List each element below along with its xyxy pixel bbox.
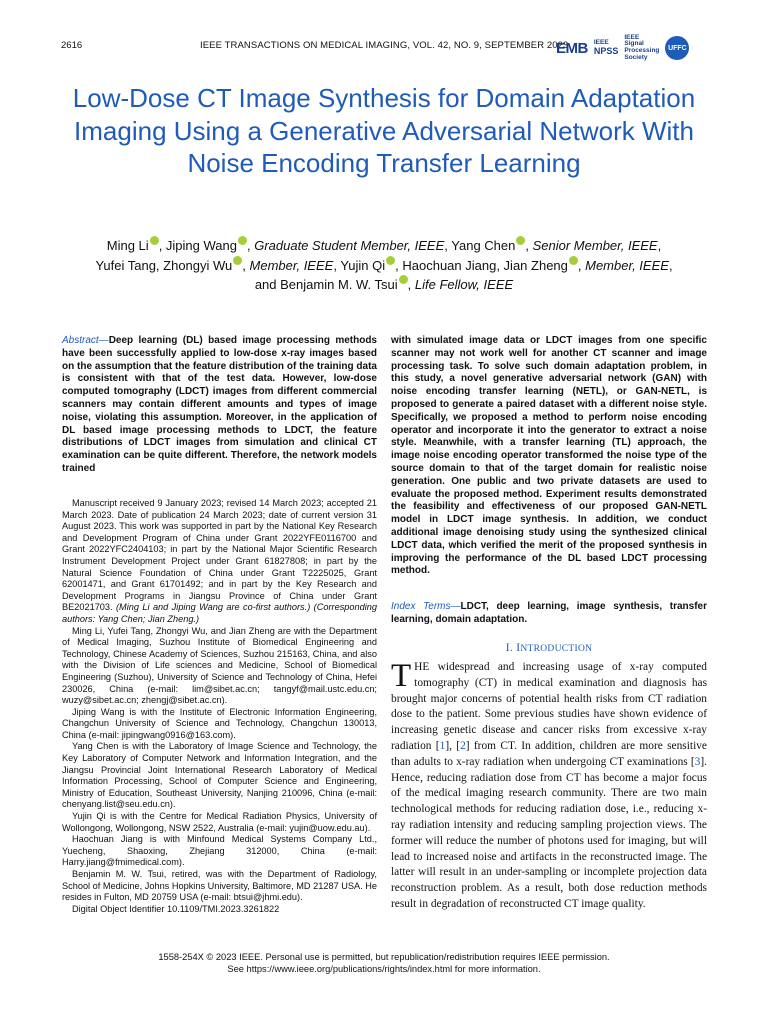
footnote-block bbox=[62, 498, 377, 915]
footnote-affiliation: Benjamin M. W. Tsui, retired, was with the Department of Radiology, School of Medicine, Johns Hopkins University, Baltimore, MD 21287 USA. He resides in Fulton, MD 20759 USA (e-mail: btsui@jhmi.edu). bbox=[62, 869, 377, 903]
abstract-right: with simulated image data or LDCT images from one specific scanner may not work well for another CT scanner and image processing task. To solve such domain adaptation problem, in this study, a novel generative adversarial network (GAN) with noise encoding transfer learning (NETL), or GAN-NETL, is proposed to generate a paired dataset with a different noise style. Specifically, we proposed a method to perform noise encoding operator and incorporate it into the generator to extract a noise style. Meanwhile, with a transfer learning (TL) approach, the image noise encoding operator transformed the noise type of the source domain to that of the target domain for realistic noise generation. One public and two private datasets are used to evaluate the proposed method. Experiment results demonstrated the feasibility and effectiveness of our proposed GAN-NETL model in LDCT image synthesis. In addition, we conduct additional image denoising study using the synthesized clinical LDCT data, which verified the merit of the proposed synthesis in improving the performance of the DL based LDCT processing method. bbox=[391, 335, 707, 577]
index-terms bbox=[391, 601, 707, 627]
abstract-text-left: Deep learning (DL) based image processing methods have been successfully applied to low-dose x-ray images based on the assumption that the feature distribution of the training data is consistent with that of the test data. However, low-dose computed tomography (LDCT) images from different commercial scanners may contain different amounts and types of image noise, violating this assumption. Moreover, in the application of DL based image processing methods to LDCT, the feature distributions of LDCT images from simulation and clinical CT examination can be quite different. Therefore, the network models trained bbox=[62, 335, 377, 474]
emb-logo: EMB bbox=[556, 39, 588, 57]
author-role: Senior Member, IEEE bbox=[532, 238, 658, 253]
orcid-icon[interactable] bbox=[516, 236, 525, 245]
abstract-label: Abstract— bbox=[62, 335, 109, 346]
author-name: Yufei Tang, Zhongyi Wu bbox=[95, 257, 233, 273]
author-role: Member, IEEE bbox=[585, 257, 669, 273]
author-role: Graduate Student Member, IEEE bbox=[254, 238, 445, 253]
section-heading: I. INTRODUCTION bbox=[505, 642, 593, 654]
page-number: 2616 bbox=[61, 40, 83, 51]
author-role: Member, IEEE bbox=[249, 257, 334, 273]
orcid-icon[interactable] bbox=[569, 256, 578, 265]
orcid-icon[interactable] bbox=[233, 256, 242, 265]
footnote-affiliation: Ming Li, Yufei Tang, Zhongyi Wu, and Jian Zheng are with the Department of Medical Imaging, Suzhou Institute of Biomedical Engineering and Technology, Chinese Academy of Sciences, Suzhou 215163, China, and also with the Division of Life sciences and Medicine, School of Biomedical Engineering (Suzhou), University of Science and Technology of China, Hefei 230026, China (e-mail: lim@sibet.ac.cn; tangyf@mail.ustc.edu.cn; wuzy@sibet.ac.cn; zhengj@sibet.ac.cn). bbox=[62, 625, 377, 706]
index-terms-label: Index Terms— bbox=[391, 601, 461, 612]
author-role: Life Fellow, IEEE bbox=[414, 277, 514, 292]
uffc-logo: UFFC bbox=[665, 36, 689, 60]
journal-header: IEEE TRANSACTIONS ON MEDICAL IMAGING, VOL. 42, NO. 9, SEPTEMBER 2023 bbox=[200, 40, 569, 51]
author-name: Ming Li bbox=[106, 238, 149, 253]
copyright-line: 1558-254X © 2023 IEEE. Personal use is permitted, but republication/redistribution requires IEEE permission. bbox=[158, 952, 610, 962]
author-name: Yujin Qi bbox=[340, 257, 386, 273]
footnote-affiliation: Yujin Qi is with the Centre for Medical Radiation Physics, University of Wollongong, Wollongong, NSW 2522, Australia (e-mail: yujin@uow.edu.au). bbox=[62, 811, 377, 833]
author-name: and Benjamin M. W. Tsui bbox=[254, 277, 398, 292]
author-name: Jiping Wang bbox=[165, 238, 237, 253]
orcid-icon[interactable] bbox=[399, 275, 408, 284]
footnote-affiliation: Yang Chen is with the Laboratory of Image Science and Technology, the Key Laboratory of Computer Network and Information Integration, and the Jiangsu Provincial Joint International Research Laboratory of Medical Information Processing, School of Computer Science and Engineering, Ministry of Education, Southeast University, Nanjing 210096, China (e-mail: chenyang.list@seu.edu.cn). bbox=[62, 741, 377, 810]
permissions-link[interactable]: See https://www.ieee.org/publications/rights/index.html for more information. bbox=[227, 964, 541, 974]
doi[interactable]: Digital Object Identifier 10.1109/TMI.2023.3261822 bbox=[72, 903, 280, 914]
footnote-manuscript: Manuscript received 9 January 2023; revised 14 March 2023; accepted 21 March 2023. Date of publication 24 March 2023; date of current version 31 August 2023. This work was supported in part by the National Key Research and Development Program of China under Grant 2022YFE0116700 and Grant 2022YFC2404103; in part by the National Major Scientific Research Instrument Development Project under Grant 61827808; in part by the Natural Science Foundation of China under Grant T2225025, Grant 62001471, and Grant 61701492; and in part by the Key Research and Development Programs in Jiangsu Province of China under Grant BE2021703. (Ming Li and Jiping Wang are co-first authors.) (Corresponding authors: Yang Chen; Jian Zheng.) bbox=[62, 498, 377, 624]
orcid-icon[interactable] bbox=[150, 236, 159, 245]
author-list: Ming Li , Jiping Wang , Graduate Student Member, IEEE, Yang Chen , Senior Member, IEEE, Yufei Tang, Zhongyi Wu , Member, IEEE, Yujin Qi , Haochuan Jiang, Jian Zheng , Member, IEEE, and Benjamin M. W. Tsui , Life Fellow, IEEE bbox=[95, 238, 673, 292]
author-name: Yang Chen bbox=[451, 238, 516, 253]
citation-link[interactable]: 2 bbox=[460, 739, 466, 752]
author-name: Haochuan Jiang, Jian Zheng bbox=[402, 257, 568, 273]
npss-logo: IEEE NPSS bbox=[593, 38, 619, 57]
drop-cap: T bbox=[391, 658, 412, 694]
footnote-affiliation: Jiping Wang is with the Institute of Electronic Information Engineering, Changchun University of Science and Technology, Changchun 130013, China (e-mail: jipingwang0916@163.com). bbox=[62, 706, 377, 740]
orcid-icon[interactable] bbox=[386, 256, 395, 265]
citation-link[interactable]: 3 bbox=[694, 755, 701, 768]
abstract-left bbox=[62, 335, 377, 476]
citation-link[interactable]: 1 bbox=[439, 739, 446, 752]
signal-processing-logo: IEEE Signal Processing Society bbox=[624, 33, 660, 61]
orcid-icon[interactable] bbox=[238, 236, 247, 245]
introduction-text: THE widespread and increasing usage of x-ray computed tomography (CT) in medical examination and diagnosis has brought major concerns of potential health risks from CT radiation dose to the patient. Some previous studies have shown evidence of increasing genetic disease and cancer risks from excessive x-ray radiation [1], [2] from CT. In addition, children are more sensitive than adults to x-ray radiation when undergoing CT examinations [3]. Hence, reducing radiation dose from CT has become a major focus of the medical imaging research community. There are two main technological methods for reducing radiation dose, i.e., reducing x-ray radiation intensity and reducing sampling projection views. The former will reduce the number of photons used for imaging, but will lead to increased noise and artifacts in the reconstructed image. The latter will result in an under-sampling or incomplete projection data reconstruction problem. As a result, both dose reduction methods result in degradation of reconstructed CT image quality. bbox=[391, 658, 707, 910]
copyright-footer bbox=[60, 951, 708, 975]
society-logos bbox=[556, 34, 706, 62]
footnote-affiliation: Haochuan Jiang is with Minfound Medical Systems Company Ltd., Yuecheng, Shaoxing, Zhejiang 312000, China (e-mail: Harry.jiang@fmimedical.com). bbox=[62, 834, 377, 868]
paper-title: Low-Dose CT Image Synthesis for Domain Adaptation Imaging Using a Generative Adversarial Network With Noise Encoding Transfer Learning bbox=[72, 83, 696, 178]
index-terms-text: LDCT, deep learning, image synthesis, transfer learning, domain adaptation. bbox=[391, 601, 707, 625]
